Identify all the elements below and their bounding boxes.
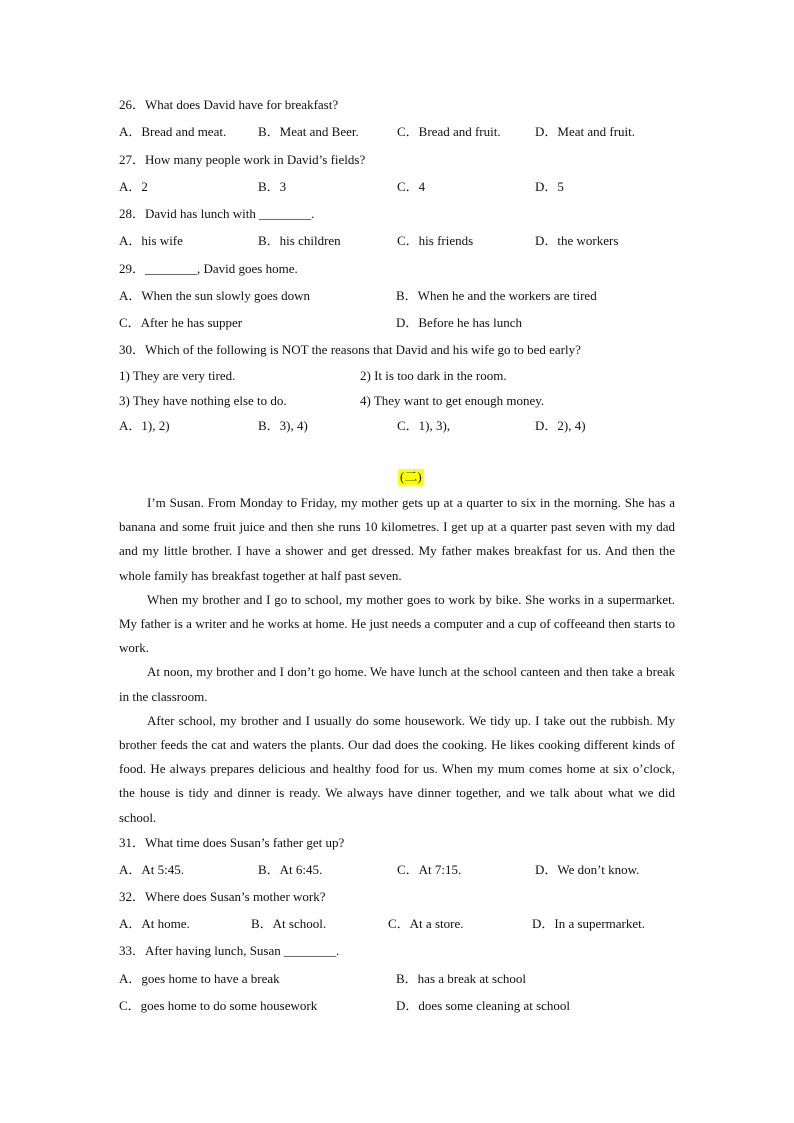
q29-option-a: A．When the sun slowly goes down	[119, 288, 311, 303]
q27-option-b: B．3	[258, 179, 287, 194]
q30-option-d: D．2), 4)	[535, 418, 586, 433]
question-32-stem: 32．Where does Susan’s mother work?	[119, 889, 326, 904]
question-28-stem: 28．David has lunch with ________.	[119, 206, 315, 221]
passage-paragraph-4: After school, my brother and I usually do some housework. We tidy up. I take out the rubbish. My brother feeds the cat and waters the plants. Our dad does the cooking. He likes cooking different kinds of food. He always prepares delicious and healthy food for us. When my mum comes home at six o’clock, the house is tidy and dinner is ready. We always have dinner together, and we talk about what we did school.	[119, 712, 675, 825]
q33-option-d: D．does some cleaning at school	[396, 998, 571, 1013]
q31-option-a: A．At 5:45.	[119, 862, 185, 877]
q33-option-b: B．has a break at school	[396, 971, 526, 986]
passage-paragraph-1: I’m Susan. From Monday to Friday, my mother gets up at a quarter to six in the morning. She has a banana and some fruit juice and then she runs 10 kilometres. I get up at a quarter past seven with my dad and my little brother. I have a shower and get dressed. My father makes breakfast for us. And then the whole family has breakfast together at half past seven.	[119, 495, 675, 583]
question-30-stem: 30．Which of the following is NOT the reasons that David and his wife go to bed early?	[119, 342, 581, 357]
q26-option-b: B．Meat and Beer.	[258, 124, 359, 139]
passage-paragraph-2: When my brother and I go to school, my mother goes to work by bike. She works in a supermarket. My father is a writer and he works at home. He just needs a computer and a cup of coffeeand then starts to work.	[119, 591, 675, 656]
q30-reason-1: 1) They are very tired.	[119, 368, 236, 383]
q30-option-c: C．1), 3),	[397, 418, 451, 433]
q28-option-d: D．the workers	[535, 233, 619, 248]
passage-paragraph-3: At noon, my brother and I don’t go home. We have lunch at the school canteen and then take a break in the classroom.	[119, 664, 675, 704]
q31-option-c: C．At 7:15.	[397, 862, 462, 877]
q32-option-b: B．At school.	[251, 916, 327, 931]
q32-option-d: D．In a supermarket.	[532, 916, 645, 931]
question-27-stem: 27．How many people work in David’s fields?	[119, 152, 366, 167]
q28-option-b: B．his children	[258, 233, 341, 248]
q27-option-c: C．4	[397, 179, 426, 194]
q31-option-b: B．At 6:45.	[258, 862, 323, 877]
q29-option-b: B．When he and the workers are tired	[396, 288, 597, 303]
q28-option-a: A．his wife	[119, 233, 183, 248]
q30-option-a: A．1), 2)	[119, 418, 170, 433]
q30-reason-4: 4) They want to get enough money.	[360, 393, 545, 408]
section-title: (二)	[400, 469, 422, 484]
q27-option-a: A．2	[119, 179, 148, 194]
question-31-stem: 31．What time does Susan’s father get up?	[119, 835, 345, 850]
q32-option-a: A．At home.	[119, 916, 190, 931]
question-26-stem: 26．What does David have for breakfast?	[119, 97, 339, 112]
q29-option-d: D．Before he has lunch	[396, 315, 522, 330]
q26-option-a: A．Bread and meat.	[119, 124, 227, 139]
q28-option-c: C．his friends	[397, 233, 474, 248]
q30-reason-2: 2) It is too dark in the room.	[360, 368, 507, 383]
question-29-stem: 29．________, David goes home.	[119, 261, 298, 276]
q33-option-c: C．goes home to do some housework	[119, 998, 318, 1013]
q30-option-b: B．3), 4)	[258, 418, 308, 433]
q30-reason-3: 3) They have nothing else to do.	[119, 393, 287, 408]
question-33-stem: 33．After having lunch, Susan ________.	[119, 943, 340, 958]
q27-option-d: D．5	[535, 179, 564, 194]
q26-option-d: D．Meat and fruit.	[535, 124, 636, 139]
q33-option-a: A．goes home to have a break	[119, 971, 280, 986]
q32-option-c: C．At a store.	[388, 916, 464, 931]
q29-option-c: C．After he has supper	[119, 315, 243, 330]
q26-option-c: C．Bread and fruit.	[397, 124, 501, 139]
reading-passage	[119, 491, 675, 830]
q31-option-d: D．We don’t know.	[535, 862, 640, 877]
